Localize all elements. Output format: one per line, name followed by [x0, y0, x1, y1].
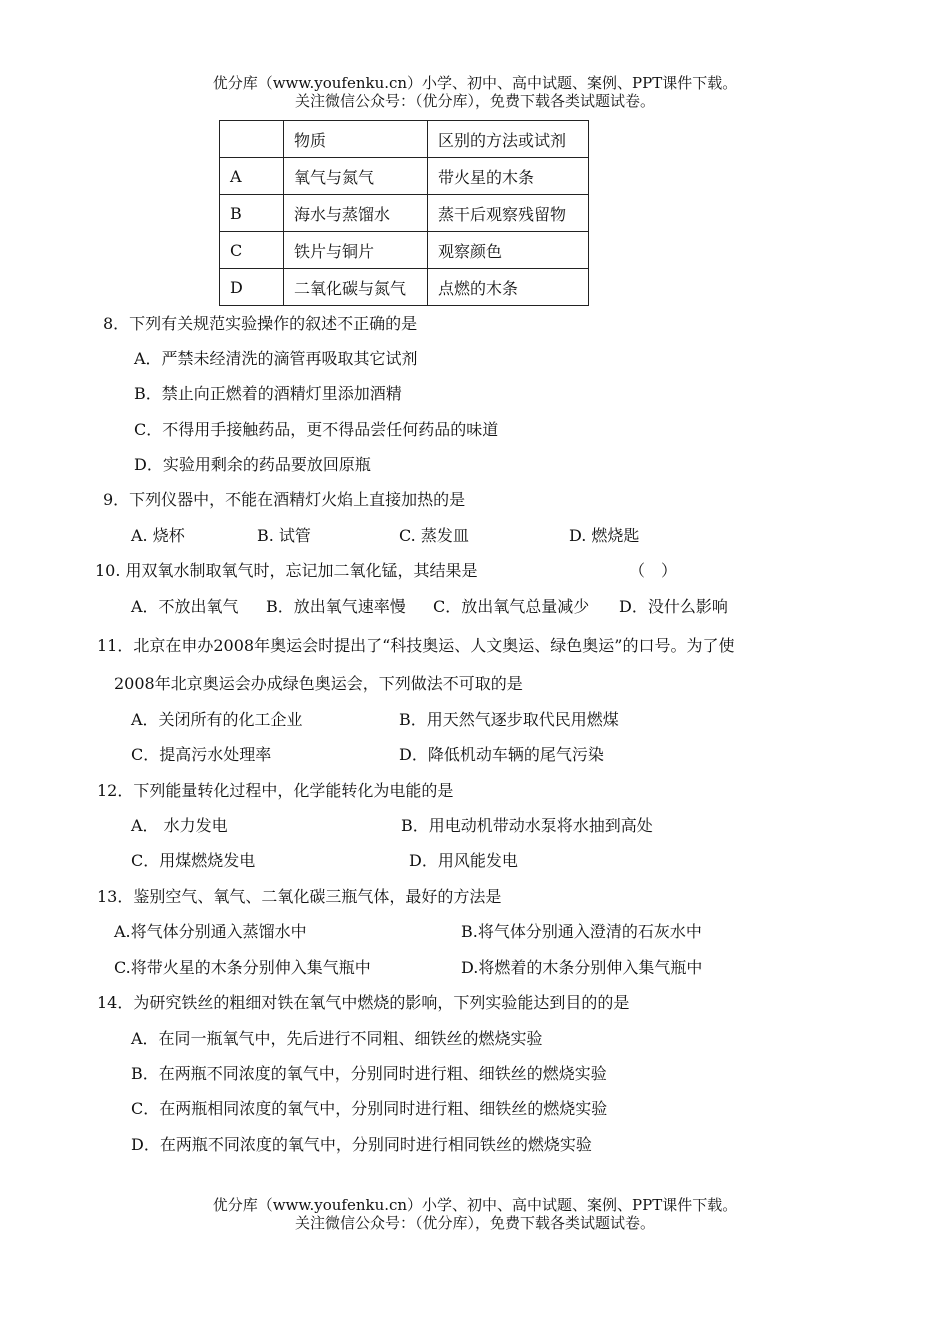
- question-10-option-d: D．没什么影响: [619, 597, 728, 616]
- question-13-stem: 13．鉴别空气、氧气、二氧化碳三瓶气体，最好的方法是: [97, 887, 502, 906]
- table-cell: 氧气与氮气: [284, 158, 428, 195]
- question-9-option-d: D. 燃烧匙: [569, 526, 640, 545]
- question-10-option-a: A．不放出氧气: [131, 597, 239, 616]
- table-cell: 观察颜色: [428, 232, 589, 269]
- question-8-option-d: D．实验用剩余的药品要放回原瓶: [134, 455, 371, 474]
- question-11-option-a: A．关闭所有的化工企业: [131, 710, 303, 729]
- question-8-option-c: C．不得用手接触药品，更不得品尝任何药品的味道: [134, 420, 499, 439]
- table-cell: D: [220, 269, 284, 306]
- question-14-stem: 14．为研究铁丝的粗细对铁在氧气中燃烧的影响，下列实验能达到目的的是: [97, 993, 630, 1012]
- footer-line-2: 关注微信公众号：（优分库），免费下载各类试题试卷。: [294, 1214, 655, 1232]
- question-14-option-b: B．在两瓶不同浓度的氧气中，分别同时进行粗、细铁丝的燃烧实验: [131, 1064, 607, 1083]
- table-cell: 海水与蒸馏水: [284, 195, 428, 232]
- question-11-stem: 11．北京在申办2008年奥运会时提出了“科技奥运、人文奥运、绿色奥运”的口号。为了使: [97, 636, 735, 655]
- question-12-option-d: D．用风能发电: [409, 851, 518, 870]
- question-9-option-c: C. 蒸发皿: [399, 526, 469, 545]
- question-11-option-d: D．降低机动车辆的尾气污染: [399, 745, 604, 764]
- header-line-1: 优分库（www.youfenku.cn）小学、初中、高中试题、案例、PPT课件下载。: [212, 74, 738, 92]
- question-8-option-a: A．严禁未经清洗的滴管再吸取其它试剂: [134, 349, 418, 368]
- question-10-option-b: B．放出氧气速率慢: [266, 597, 406, 616]
- page-header: [0, 74, 950, 110]
- table-header-row: [220, 121, 589, 158]
- question-12-option-b: B．用电动机带动水泵将水抽到高处: [401, 816, 653, 835]
- question-8-option-b: B．禁止向正燃着的酒精灯里添加酒精: [134, 384, 402, 403]
- table-cell: 蒸干后观察残留物: [428, 195, 589, 232]
- question-10-stem: 10. 用双氧水制取氧气时，忘记加二氧化锰，其结果是: [95, 561, 478, 580]
- table-cell: 带火星的木条: [428, 158, 589, 195]
- table-row: [220, 232, 589, 269]
- question-13-option-d: D.将燃着的木条分别伸入集气瓶中: [461, 958, 703, 977]
- question-8-stem: 8．下列有关规范实验操作的叙述不正确的是: [103, 314, 418, 333]
- question-12-stem: 12．下列能量转化过程中，化学能转化为电能的是: [97, 781, 454, 800]
- table-row: [220, 195, 589, 232]
- question-11-stem-continued: 2008年北京奥运会办成绿色奥运会，下列做法不可取的是: [114, 674, 523, 693]
- table-row: [220, 158, 589, 195]
- table-header-cell: 物质: [284, 121, 428, 158]
- footer-line-1: 优分库（www.youfenku.cn）小学、初中、高中试题、案例、PPT课件下载。: [212, 1196, 738, 1214]
- table-cell: A: [220, 158, 284, 195]
- question-11-option-c: C．提高污水处理率: [131, 745, 272, 764]
- table-header-cell: [220, 121, 284, 158]
- question-11-option-b: B．用天然气逐步取代民用燃煤: [399, 710, 619, 729]
- question-13-option-b: B.将气体分别通入澄清的石灰水中: [461, 922, 702, 941]
- header-line-2: 关注微信公众号：（优分库），免费下载各类试题试卷。: [294, 92, 655, 110]
- page-footer: [0, 1196, 950, 1232]
- question-14-option-a: A．在同一瓶氧气中，先后进行不同粗、细铁丝的燃烧实验: [131, 1029, 543, 1048]
- answer-bracket: （ ）: [629, 561, 678, 580]
- question-9-stem: 9．下列仪器中，不能在酒精灯火焰上直接加热的是: [103, 490, 466, 509]
- table-header-cell: 区别的方法或试剂: [428, 121, 589, 158]
- table-row: [220, 269, 589, 306]
- question-9-option-a: A. 烧杯: [131, 526, 185, 545]
- question-10-option-c: C．放出氧气总量减少: [433, 597, 590, 616]
- question-14-option-d: D．在两瓶不同浓度的氧气中，分别同时进行相同铁丝的燃烧实验: [131, 1135, 592, 1154]
- table-cell: B: [220, 195, 284, 232]
- table-cell: 点燃的木条: [428, 269, 589, 306]
- comparison-table: [219, 120, 589, 306]
- question-12-option-c: C．用煤燃烧发电: [131, 851, 256, 870]
- table-cell: 铁片与铜片: [284, 232, 428, 269]
- question-13-option-c: C.将带火星的木条分别伸入集气瓶中: [114, 958, 371, 977]
- table-cell: C: [220, 232, 284, 269]
- table-cell: 二氧化碳与氮气: [284, 269, 428, 306]
- question-12-option-a: A． 水力发电: [131, 816, 228, 835]
- question-14-option-c: C．在两瓶相同浓度的氧气中，分别同时进行粗、细铁丝的燃烧实验: [131, 1099, 608, 1118]
- question-9-option-b: B. 试管: [257, 526, 311, 545]
- question-13-option-a: A.将气体分别通入蒸馏水中: [114, 922, 307, 941]
